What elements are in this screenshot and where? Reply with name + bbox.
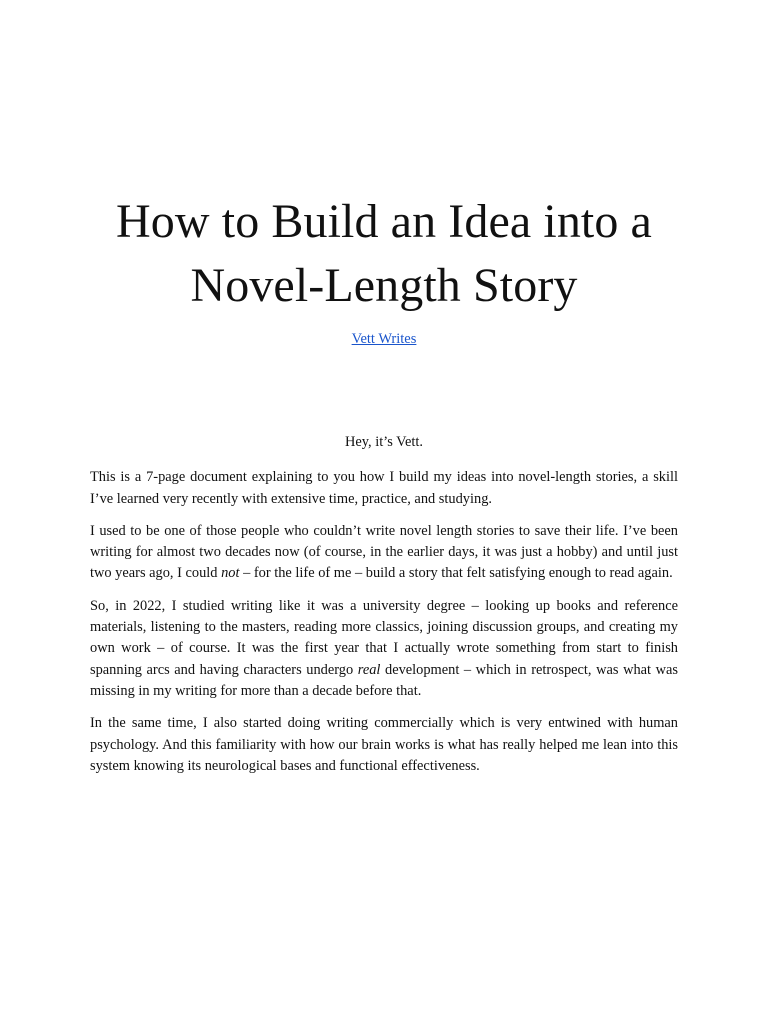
- background-text-b: – for the life of me – build a story that felt satisfying enough to read again.: [239, 565, 673, 582]
- study-text-b: development – which in retrospect, was what was missing in my writing for more than a decade before that.: [90, 661, 679, 699]
- document-body: [90, 432, 678, 777]
- study-emphasis: real: [357, 661, 381, 678]
- document-title: [90, 0, 678, 318]
- background-text-a: I used to be one of those people who couldn’t write novel length stories to save their life. I’ve been writing for almost two decades now (of course, in the earlier days, it was just a hobby) and until just two years ago, I could: [90, 522, 678, 582]
- title-line-1: How to Build an Idea into a: [116, 195, 652, 248]
- title-line-2: Novel-Length Story: [190, 259, 578, 312]
- background-paragraph: [90, 521, 678, 585]
- author-byline: [90, 330, 678, 348]
- author-link[interactable]: Vett Writes: [351, 331, 417, 347]
- study-paragraph: [90, 596, 678, 702]
- background-emphasis: not: [221, 565, 240, 582]
- greeting-paragraph: Hey, it’s Vett.: [345, 434, 423, 450]
- study-text-a: So, in 2022, I studied writing like it was a university degree – looking up books and reference materials, listening to the masters, reading more classics, joining discussion groups, and creating my own work – of course. It was the first year that I actually wrote something from start to finish spanning arcs and having characters undergo: [90, 597, 678, 678]
- psychology-paragraph: In the same time, I also started doing writing commercially which is very entwined with human psychology. And this familiarity with how our brain works is what has really helped me lean into this system knowing its neurological bases and functional effectiveness.: [90, 715, 678, 774]
- intro-paragraph: This is a 7-page document explaining to you how I build my ideas into novel-length stories, a skill I’ve learned very recently with extensive time, practice, and studying.: [90, 469, 678, 507]
